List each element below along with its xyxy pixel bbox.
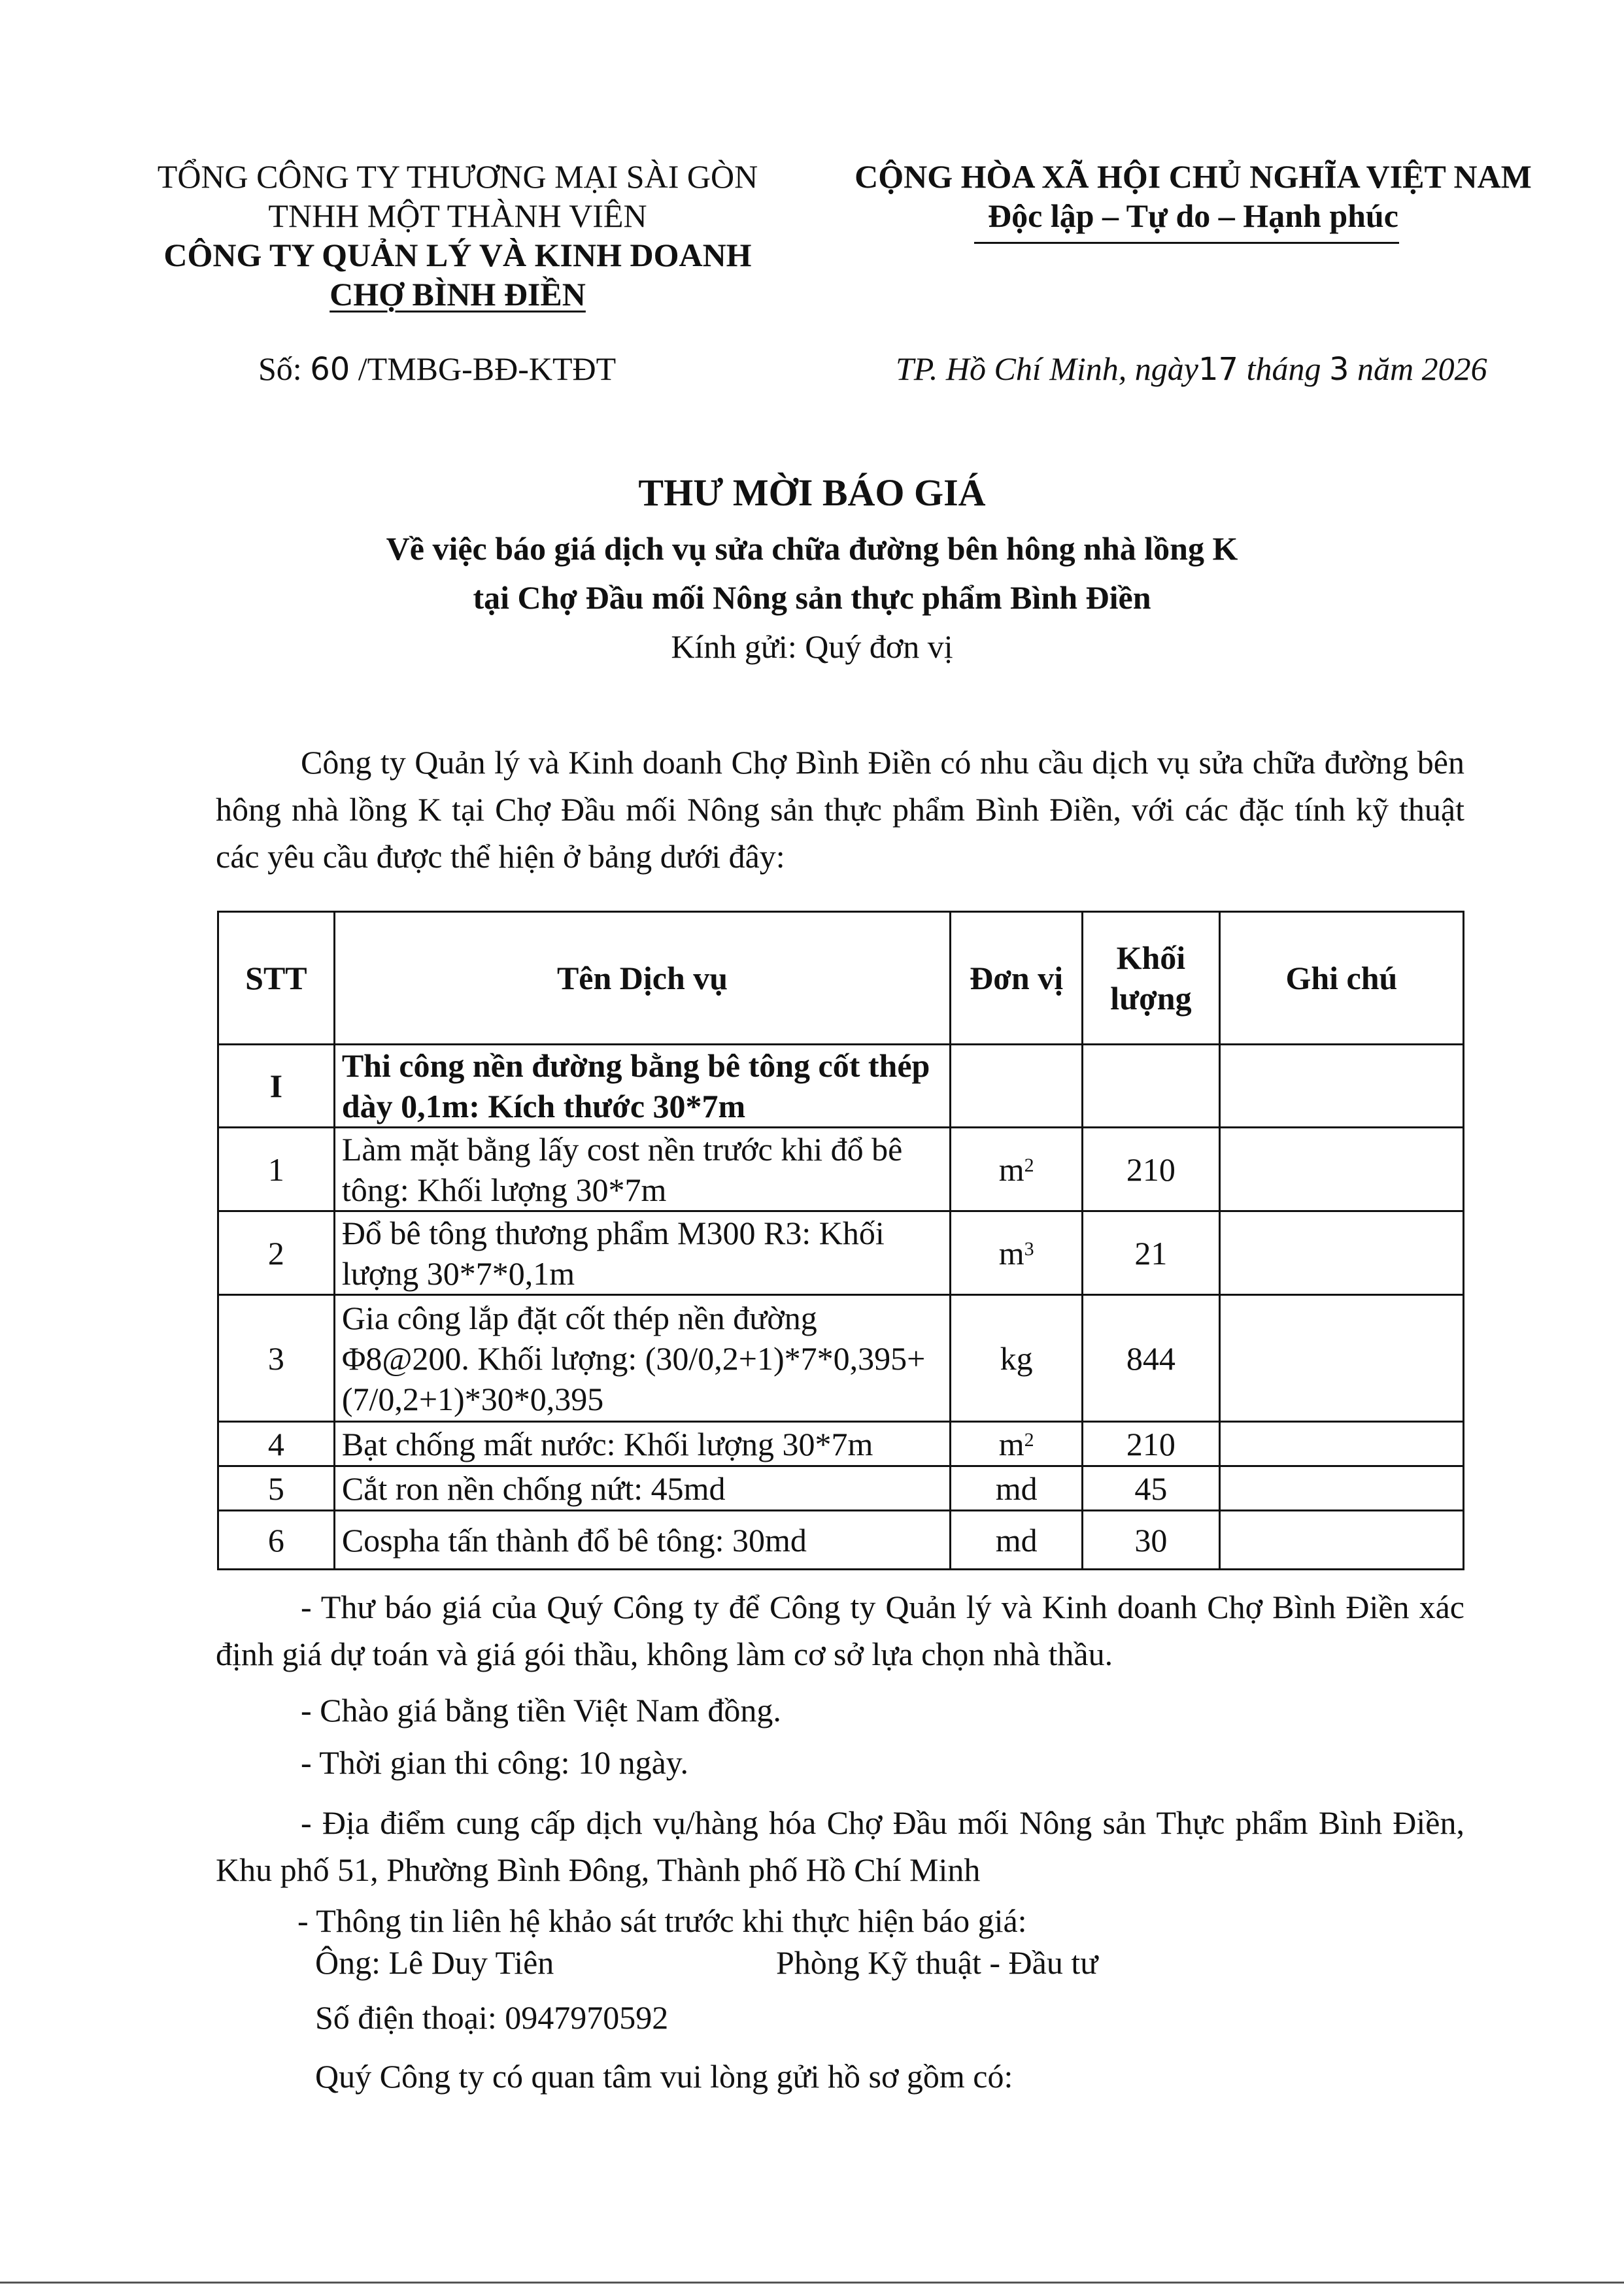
- header-quantity: Khối lượng: [1083, 912, 1220, 1045]
- contact-phone: Số điện thoại: 0947970592: [315, 1999, 669, 2036]
- table-row: 6 Cospha tấn thành đổ bê tông: 30md md 30: [218, 1511, 1464, 1570]
- table-row: 1 Làm mặt bằng lấy cost nền trước khi đổ bê tông: Khối lượng 30*7m $m^2$ 210: [218, 1128, 1464, 1211]
- handwritten-month: 3: [1328, 351, 1349, 388]
- closing-line: Quý Công ty có quan tâm vui lòng gửi hồ sơ gồm có:: [315, 2058, 1013, 2095]
- national-header: [837, 157, 1549, 235]
- document-number: Số: 60 /TMBG-BĐ-KTĐT: [258, 350, 617, 388]
- header-stt: STT: [218, 912, 335, 1045]
- table-row: 5 Cắt ron nền chống nứt: 45md md 45: [218, 1466, 1464, 1511]
- section-name: Thi công nền đường bằng bê tông cốt thép dày 0,1m: Kích thước 30*7m: [334, 1045, 950, 1128]
- bullet-currency: - Chào giá bằng tiền Việt Nam đồng.: [301, 1692, 781, 1729]
- header-unit: Đơn vị: [951, 912, 1083, 1045]
- parent-company-name: TỔNG CÔNG TY THƯƠNG MẠI SÀI GÒN: [157, 158, 758, 195]
- document-title: THƯ MỜI BÁO GIÁ: [638, 471, 986, 514]
- handwritten-day: 17: [1198, 351, 1239, 388]
- company-name: CÔNG TY QUẢN LÝ VÀ KINH DOANH: [163, 237, 752, 273]
- parent-company-type: TNHH MỘT THÀNH VIÊN: [268, 197, 647, 234]
- bullet-contact-intro: - Thông tin liên hệ khảo sát trước khi thực hiện báo giá:: [297, 1902, 1027, 1939]
- recipient: Kính gửi: Quý đơn vị: [671, 628, 953, 665]
- header-note: Ghi chú: [1219, 912, 1463, 1045]
- contact-department: Phòng Kỹ thuật - Đầu tư: [776, 1944, 1098, 1981]
- table-row: 3 Gia công lắp đặt cốt thép nền đường Φ8@200. Khối lượng: (30/0,2+1)*7*0,395+(7/0,2+1)*30*0,395 kg 844: [218, 1295, 1464, 1422]
- subject-line-1: Về việc báo giá dịch vụ sửa chữa đường bên hông nhà lồng K: [386, 530, 1238, 567]
- contact-name: Ông: Lê Duy Tiên: [315, 1944, 554, 1981]
- table-row: 4 Bạt chống mất nước: Khối lượng 30*7m $m^2$ 210: [218, 1422, 1464, 1466]
- bullet-duration: - Thời gian thi công: 10 ngày.: [301, 1744, 689, 1781]
- subject-line-2: tại Chợ Đầu mối Nông sản thực phẩm Bình Điền: [473, 579, 1151, 616]
- document-date: TP. Hồ Chí Minh, ngày17 tháng 3 năm 2026: [896, 350, 1487, 388]
- national-title: CỘNG HÒA XÃ HỘI CHỦ NGHĨA VIỆT NAM: [854, 158, 1532, 195]
- section-stt: I: [218, 1045, 335, 1128]
- bullet-location: - Địa điểm cung cấp dịch vụ/hàng hóa Chợ Đầu mối Nông sản Thực phẩm Bình Điền, Khu phố 51, Phường Bình Đông, Thành phố Hồ Chí Minh: [216, 1804, 1464, 1888]
- organization-header: [131, 157, 785, 314]
- handwritten-number: 60: [310, 351, 350, 388]
- table-row: 2 Đổ bê tông thương phẩm M300 R3: Khối lượng 30*7*0,1m $m^3$ 21: [218, 1211, 1464, 1295]
- bullet-purpose: - Thư báo giá của Quý Công ty để Công ty Quản lý và Kinh doanh Chợ Bình Điền xác định giá dự toán và giá gói thầu, không làm cơ sở lựa chọn nhà thầu.: [216, 1589, 1464, 1672]
- service-table: [217, 911, 1464, 1570]
- header-service-name: Tên Dịch vụ: [334, 912, 950, 1045]
- table-section-row: [218, 1045, 1464, 1128]
- motto-underline: [974, 242, 1399, 244]
- intro-paragraph: Công ty Quản lý và Kinh doanh Chợ Bình Điền có nhu cầu dịch vụ sửa chữa đường bên hông nhà lồng K tại Chợ Đầu mối Nông sản thực phẩm Bình Điền, với các đặc tính kỹ thuật các yêu cầu được thể hiện ở bảng dưới đây:: [216, 744, 1464, 875]
- page-edge-line: [0, 2282, 1624, 2284]
- company-name-suffix: CHỢ BÌNH ĐIỀN: [330, 276, 586, 312]
- table-header-row: [218, 912, 1464, 1045]
- national-motto: Độc lập – Tự do – Hạnh phúc: [988, 197, 1398, 234]
